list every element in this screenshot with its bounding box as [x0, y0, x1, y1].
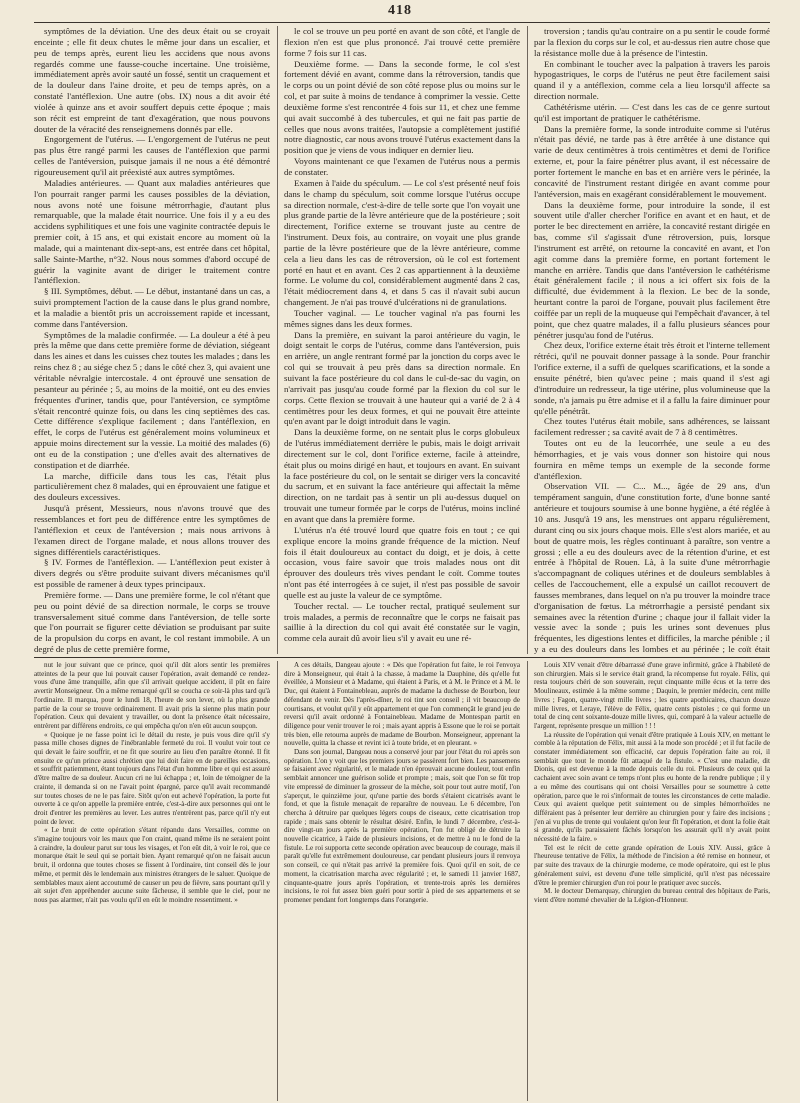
paragraph: Voyons maintenant ce que l'examen de l'utérus nous a permis de constater.: [284, 156, 520, 177]
paragraph: Tel est le récit de cette grande opération de Louis XIV. Aussi, grâce à l'heureuse tentative de Félix, la méthode de l'incision a été remise en honneur, et par suite des travaux de la chirurgie moderne, ce mode opératoire, qui est le plus généralement suivi, est devenu d'une telle simplicité, qu'il n'est pas nécessaire d'être le premier chirurgien d'un roi pour le pratiquer avec succès.: [534, 843, 770, 887]
lower-column-1: [34, 661, 270, 1101]
upper-column-2: [284, 26, 520, 654]
column-divider: [527, 26, 528, 654]
paragraph: Louis XIV venait d'être débarrassé d'une grave infirmité, grâce à l'habileté de son chirurgien. Mais si le service était grand, la récompense fut royale. Félix, qui resta toujours chéri de son souverain, reçut cinquante mille écus et la terre des Moulineaux, estimée à la même somme ; Daquin, le premier médecin, cent mille livres ; Fagon, quatre-vingt mille livres ; les quatre apothicaires, chacun douze mille livres, et Leraye, l'élève de Félix, quatre cents pistoles ; ce qui forme un total de cinq cent soixante-douze mille livres, qui, comparé à la valeur actuelle de l'argent, représente presque un million ! ! !: [534, 661, 770, 730]
paragraph: le col se trouve un peu porté en avant de son côté, et l'angle de flexion n'en est que plus prononcé. J'ai trouvé cette première forme 7 fois sur 11 cas.: [284, 26, 520, 58]
paragraph: Dans la première, en suivant la paroi antérieure du vagin, le doigt sentait le corps de l'utérus, comme dans l'antéversion, puis en arrière, un angle rentrant formé par la jonction du corps avec le col qui se trouvait à peu près dans sa direction normale. En suivant la face postérieure du col dans le cul-de-sac du vagin, on n'arrivait pas jusqu'au coude formé par la flexion du col sur le corps. Cette flexion se trouvait à une hauteur qui a varié de 2 à 4 centimètres pour les deux formes, et qui ne pouvait être atteinte qu'en avant par le doigt introduit dans le vagin.: [284, 329, 520, 427]
paragraph: A ces détails, Dangeau ajoute : « Dès que l'opération fut faite, le roi l'envoya dire à Monseigneur, qui était à la chasse, à madame la Dauphine, dès qu'elle fut éveillée, à Monsieur et à Madame, qui étaient à Paris, et à M. le Prince et à M. le Duc, qui étaient à Fontainebleau, auprès de madame la duchesse de Bourbon, leur défendant de venir. Dès l'après-dîner, le roi tint son conseil ; il vit beaucoup de courtisans, et voulut qu'il y eût appartement et que l'on commençât le grand jeu de reversi qu'il avait ordonné à Fontainebleau. Madame de Montespan partit en diligence pour venir trouver le roi ; mais ayant appris à Essone que le roi se portait très bien, elle retourna auprès de madame de Bourbon. Monseigneur, apprenant la nouvelle, quitta la chasse et revint ici à toute bride, et en pleurant. »: [284, 661, 520, 748]
paragraph: Première forme. — Dans une première forme, le col n'étant que peu ou point dévié de sa direction normale, le corps se trouve transversalement situé comme dans l'antéversion, de telle sorte que l'on pourrait se figurer cette déviation se produisant par suite de la propulsion du corps en avant, le col restant immobile. A un degré de plus de cette première forme,: [34, 589, 270, 654]
paragraph: Symptômes de la maladie confirmée. — La douleur a été à peu près la même que dans cette première forme de déviation, siégeant dans les aines et dans les cuisses chez toutes les malades ; dans les reins chez 8 ; au siége chez 5 ; dans le côté chez 3, qui avaient une véritable névralgie intercostale. 4 ont éprouvé une sensation de pesanteur au périnée ; 5, au moins de la moitié, ont eu des envies fréquentes d'uriner, tandis que, pour l'antéversion, ce symptôme s'était rencontré quinze fois, ou dans les cinq septièmes des cas. Cette différence s'explique facilement ; dans l'antéflexion, en effet, le corps de l'utérus est généralement moins volumineux et appuie moins directement sur la vessie. La moitié des malades (6) ont eu de la constipation ; une d'elles avait des alternatives de constipation et de diarrhée.: [34, 329, 270, 470]
column-divider: [277, 661, 278, 1101]
paragraph: symptômes de la déviation. Une des deux était ou se croyait enceinte ; elle fit deux chutes le même jour dans un escalier, et peu de temps après, eurent lieu les accidens que nous avons regardés comme une fausse-couche incertaine. Une troisième, immédiatement après avoir sauté un fossé, sentit un craquement et de la douleur dans l'aine droite, et peu de temps après, on a constaté l'antéflexion. Une autre (obs. IX) nous a dit avoir été violée à quinze ans et avoir souffert depuis cette époque ; mais son récit est empreint de tant d'exagération, que nous pouvons douter de la véracité des renseignemens donnés par elle.: [34, 26, 270, 134]
paragraph: La réussite de l'opération qui venait d'être pratiquée à Louis XIV, en mettant le comble à la réputation de Félix, mit aussi à la mode son procédé ; et il fut facile de constater immédiatement son efficacité, car depuis l'opération faite au roi, il semblait que tout le monde fût attaqué de la fistule. « C'est une maladie, dit Dionis, qui est devenue à la mode depuis celle du roi. Plusieurs de ceux qui la cachaient avec soin avant ce temps n'ont plus eu honte de la rendre publique ; il y a eu même des courtisans qui ont choisi Versailles pour se soumettre à cette opération, parce que le roi s'informait de toutes les circonstances de cette maladie. Ceux qui avaient quelque petit suintement ou de simples hémorrhoïdes ne différaient pas à présenter leur derrière au chirurgien pour y faire des incisions ; j'en ai vu plus de trente qui voulaient qu'on leur fît l'opération, et dont la folie était si grande, qu'ils paraissaient fâchés lorsqu'on les assurait qu'il n'y avait point nécessité de la faire. »: [534, 730, 770, 844]
paragraph: Dans la deuxième forme, pour introduire la sonde, il est souvent utile d'aller chercher l'orifice en avant et en haut, et de porter le bec directement en arrière, la concavité restant dirigée en bas, comme s'il s'agissait d'une rétroversion, puis, lorsque l'instrument est arrêté, on retourne la concavité en avant, et l'on agit comme dans la première forme, en portant fortement le manche en arrière. Tandis que dans l'antéversion le cathétérisme était généralement facile ; il nous a ici offert six fois de la difficulté, due évidemment à la flexion. Le bec de la sonde, heurtant contre la paroi de l'organe, pouvait plus facilement être coiffée par un repli de la muqueuse qui l'empêchait d'avancer, à tel point, que chez quatre malades, il a fallu plusieurs séances pour pénétrer jusqu'au fond de l'utérus.: [534, 199, 770, 340]
paragraph: Cathétérisme utérin. — C'est dans les cas de ce genre surtout qu'il est important de pratiquer le cathétérisme.: [534, 101, 770, 123]
paragraph: « Le bruit de cette opération s'étant répandu dans Versailles, comme on s'imagine toujours voir les maux que l'on craint, quand même ils ne seraient point à craindre, la douleur parut sur tous les visages, et l'on eût dit, à voir le roi, que ce monarque était le seul qui se portait bien. Ayant remarqué qu'on ne faisait aucun bruit, il ordonna que toutes choses se fissent à l'ordinaire, tint conseil dès le jour même, et permit dès le lendemain aux ministres étrangers de le saluer. Quoique de semblables maux aient accoutumé de causer un peu de fièvre, sans pourtant qu'il y ait sujet d'en appréhender aucune suite fâcheuse, il semble que le ciel, pour ne nous pas alarmer, n'ait pas voulu qu'il en eût le moindre ressentiment. »: [34, 826, 270, 904]
paragraph: Dans la deuxième forme, on ne sentait plus le corps globuleux de l'utérus immédiatement derrière le pubis, mais le doigt arrivait directement sur le col, dont l'orifice externe, facile à atteindre, était plus ou moins dirigé en haut, et toujours en avant. En suivant la face postérieure du col, on le sentait se diriger vers la concavité du sacrum, et en suivant la face antérieure qui affectait la même direction, on ne tardait pas à sentir un pli au-dessus duquel on trouvait une tumeur formée par le corps de l'utérus, moins incliné en avant que dans la première forme.: [284, 427, 520, 524]
paragraph: nut le jour suivant que ce prince, quoi qu'il dût alors sentir les premières atteintes de la peur que lui pouvait causer l'opération, avait demandé ce rendez-vous d'une âme tranquille, afin que s'il arrivait quelque accident, il pût en faire avertir Monseigneur. On a même remarqué qu'il se coucha ce soir-là plus tard qu'à l'ordinaire. Il marqua, pour le lundi 18, l'heure de son lever, où la plus grande partie de la cour se trouve ordinairement. Il avait pris la sienne plus matin pour l'opération. Ceux qui devaient y travailler, ou dont la présence était nécessaire, entrèrent par différens endroits, ce qui empêcha qu'on n'en eût aucun soupçon.: [34, 661, 270, 730]
lower-column-2: [284, 661, 520, 1101]
lower-column-3: [534, 661, 770, 1101]
paragraph: Dans son journal, Dangeau nous a conservé jour par jour l'état du roi après son opération. L'on y voit que les premiers jours se passèrent fort bien. Les pansemens se faisaient avec régularité, et le malade n'en éprouvait aucune douleur, tout enfin semblait annoncer une guérison solide et prompte ; mais, soit que l'on se fût trop vite empressé de diminuer la grosseur de la mèche, soit pour tout autre motif, l'on s'aperçut, le quinzième jour, qu'une partie des bords s'étaient cicatrisés avant le fond, et que la fistule menaçait de reparaître de nouveau. Le 6 décembre, l'on chercha à détruire par quelques légers coups de ciseaux, cette cicatrisation trop rapide ; mais sans obtenir le résultat désiré. Enfin, le lundi 7 décembre, c'est-à-dire vingt-un jours après la première opération, l'on fut obligé de détruire la nouvelle cicatrice, à l'aide de plusieurs incisions, et de mettre à nu le fond de la fistule. Le roi supporta cette seconde opération avec beaucoup de courage, mais il paraît qu'elle fut extrêmement douloureuse, car pendant plusieurs jours il renvoya son conseil, ce qui n'était pas arrivé la première fois. Quoi qu'il en soit, de ce moment, la cicatrisation marcha avec régularité ; et, le samedi 11 janvier 1687, cinquante-quatre jours après l'opération, et trente-trois après les dernières incisions, le roi fut assez bien guéri pour sortir à pied de ses appartemens et se promener pendant fort longtemps dans l'orangerie.: [284, 748, 520, 904]
paragraph: Chez deux, l'orifice externe était très étroit et l'interne tellement rétréci, qu'il ne pouvait donner passage à la sonde. Pour franchir l'orifice externe, il a suffi de quelques scarifications, et la sonde a ensuite pénétré, bien qu'avec peine ; mais quand il s'est agi d'introduire un redresseur, la tige utérine, plus volumineuse que la sonde, n'a jamais pu être admise et il a fallu la faire diminuer pour qu'elle pénétrât.: [534, 340, 770, 416]
upper-column-3: [534, 26, 770, 654]
paragraph: Toucher rectal. — Le toucher rectal, pratiqué seulement sur trois malades, a permis de reconnaître que le corps ne faisait pas saillie à la direction du col qui avait été constatée sur le vagin, comme cela aurait dû avoir lieu s'il y avait eu une ré-: [284, 600, 520, 644]
paragraph: Maladies antérieures. — Quant aux maladies antérieures que l'on pourrait ranger parmi les causes possibles de la déviation, nous avons noté une foisune métrorrhagie, d'autant plus remarquable, que la malade était nourrice. Une fois il y a eu des accidens syphilitiques et une fois une vaginite contractée depuis le premier coït, à 15 ans, et qui existait encore au moment où la malade, qui a maintenant dix-sept-ans, est entrée dans cet hôpital, salle Sainte-Marthe, n°32. Nous nous sommes d'abord occupé de guérir la vaginite avant de diriger le traitement contre l'antéflexion.: [34, 177, 270, 286]
paragraph: Chez toutes l'utérus était mobile, sans adhérences, se laissant facilement redresser ; sa cavité avait de 7 à 8 centimètres.: [534, 416, 770, 438]
paragraph: § III. Symptômes, début. — Le début, instantané dans un cas, a suivi promptement l'action de la cause dans le plus grand nombre, et la maladie a bientôt pris un accroissement rapide et incessant, comme dans l'antéversion.: [34, 286, 270, 329]
column-divider: [277, 26, 278, 654]
upper-column-1: [34, 26, 270, 654]
paragraph: Jusqu'à présent, Messieurs, nous n'avons trouvé que des ressemblances et fort peu de différence entre les symptômes de l'antéflexion et ceux de l'antéversion ; mais nous arrivons à l'examen direct de l'organe malade, et nous allons trouver des signes différentiels caractéristiques.: [34, 503, 270, 557]
paragraph: L'utérus n'a été trouvé lourd que quatre fois en tout ; ce qui explique encore la moins grande fréquence de la miction. Neuf fois il était douloureux au contact du doigt, et je dois, à cette occasion, vous faire savoir que trois malades nous ont dit éprouver des douleurs très vives pendant le coït. Comme toutes n'ont pas été interrogées à ce sujet, il n'est pas possible de savoir quelle est au juste la valeur de ce symptôme.: [284, 524, 520, 600]
paragraph: Observation VII. — C... M..., âgée de 29 ans, d'un tempérament sanguin, d'une constitution forte, d'une bonne santé antérieure et toujours soumise à une bonne hygiène, a été réglée à 10 ans. Jusqu'à 19 ans, les menstrues ont apparu régulièrement, durant cinq ou six jours chaque mois. Elle s'est alors mariée, et au bout de quatre mois, les règles continuant à paraître, son ventre a grossi ; elle a eu des douleurs avec de la rétention d'urine, et est entrée à l'hôpital de Rouen. Là, à la suite d'une métrorrhagie s'accompagnant de coliques utérines et de douleurs semblables à celles de l'accouchement, elle a expulsé un caillot recouvert de fausses membranes, dans lequel on n'a pu trouver la moindre trace d'organisation de fœtus. La métrorrhagie a persisté pendant six semaines avec la rétention d'urine ; chaque jour il fallait vider la vessie avec la sonde ; puis les urines sont devenues plus fréquentes, les digestions lentes et difficiles, la marche pénible ; il y a eu des douleurs dans les lombes et au périnée ; le coït était: [534, 481, 770, 654]
section-divider-rule: [34, 657, 770, 658]
paragraph: Toutes ont eu de la leucorrhée, une seule a eu des hémorrhagies, et je vais vous donner son histoire qui nous fournira en même temps un exemple de la seconde forme d'antéflexion.: [534, 438, 770, 481]
paragraph: La marche, difficile dans tous les cas, l'était plus particulièrement chez 8 malades, qui en éprouvaient une fatigue et des douleurs excessives.: [34, 470, 270, 503]
paragraph: En combinant le toucher avec la palpation à travers les parois hypogastriques, le corps de l'utérus ne peut être facilement saisi quand il y a antéflexion, comme cela a lieu lorsqu'il affecte sa direction normale.: [534, 58, 770, 102]
paragraph: Engorgement de l'utérus. — L'engorgement de l'utérus ne peut pas plus être rangé parmi les causes de l'antéflexion que parmi celles de l'antéversion, puisque jamais il ne nous a été démontré rigoureusement qu'il ait préexisté aux autres symptômes.: [34, 134, 270, 177]
paragraph: Dans la première forme, la sonde introduite comme si l'utérus n'était pas dévié, ne tarde pas à être arrêtée à une distance qui varie de deux centimètres à trois centimètres et demi de l'orifice externe, et, pour la faire pénétrer plus avant, il est nécessaire de porter fortement le manche en bas et en arrière vers le périnée, la concavité de l'instrument restant dirigée en avant comme pour l'antéversion, mais en exagérant considérablement le mouvement.: [534, 123, 770, 199]
column-divider: [527, 661, 528, 1101]
paragraph: M. le docteur Demarquay, chirurgien du bureau central des hôpitaux de Paris, vient d'être nommé chevalier de la Légion-d'Honneur.: [534, 887, 770, 904]
page-number: 418: [388, 3, 412, 18]
paragraph: Examen à l'aide du spéculum. — Le col s'est présenté neuf fois dans le champ du spéculum, soit comme lorsque l'utérus occupe sa direction normale, c'est-à-dire de telle sorte que l'on voyait une plus grande partie de la lèvre antérieure que de la postérieure ; soit directement, l'orifice externe se trouvant juste au centre de l'instrument. Deux fois, au contraire, on voyait une plus grande partie de la lèvre postérieure que de la lèvre antérieure, comme cela a lieu dans les cas de rétroversion, où le col est fortement porté en haut et en avant. Ces 2 cas appartiennent à la deuxième forme. Le volume du col, considérablement augmenté dans 2 cas, l'était médiocrement dans 4, et dans 5 cas il n'avait subi aucun changement. Je n'ai pas trouvé d'ulcérations ni de granulations.: [284, 177, 520, 308]
paragraph: troversion ; tandis qu'au contraire on a pu sentir le coude formé par la flexion du corps sur le col, et au-dessus rien autre chose que la résistance molle due à la présence de l'intestin.: [534, 26, 770, 58]
header-rule: [34, 22, 770, 23]
paragraph: Deuxième forme. — Dans la seconde forme, le col s'est fortement dévié en avant, comme dans la rétroversion, tandis que le corps ou un point dévié de son côté repose plus ou moins sur le col, et par suite à moins de tendance à comprimer la vessie. Cette deuxième forme s'est rencontrée 4 fois sur 11, et chez une femme qui avait succombé à des tubercules, et qui ne fait pas partie de celles que nous avons traitées, l'autopsie a complètement justifié notre diagnostic, car nous avons trouvé l'utérus exactement dans la position que je viens de vous indiquer en dernier lieu.: [284, 58, 520, 156]
paragraph: Toucher vaginal. — Le toucher vaginal n'a pas fourni les mêmes signes dans les deux formes.: [284, 307, 520, 329]
paragraph: « Quoique je ne fasse point ici le détail du reste, je puis vous dire qu'il s'y passa mille choses dignes de l'inébranlable fermeté du roi. Il voulut voir tout ce qui devait le faire souffrir, et ne fit que sourire au lieu d'en paraître étonné. Il fit ensuite ce qu'un prince aussi chrétien que lui doit faire en de pareilles occasions, et souffrit patiemment, étant toujours dans l'état d'un homme libre et qui est assuré d'être maître de sa douleur. Aucun cri ne lui échappa ; et, loin de témoigner de la crainte, il demanda si on ne l'avait point épargné, parce qu'il avait recommandé sur toutes choses de ne le pas faire. Sitôt qu'on eut achevé l'opération, la porte fut ouverte à ce qu'on appelle la première entrée, c'est-à-dire aux personnes qui ont le droit d'entrer les premières au lever. Les autres n'entrèrent pas, parce qu'il n'y eut point de lever.: [34, 730, 270, 826]
paragraph: § IV. Formes de l'antéflexion. — L'antéflexion peut exister à divers degrés ou s'être produite suivant divers mécanismes qu'il est possible de ramener à deux types principaux.: [34, 557, 270, 590]
